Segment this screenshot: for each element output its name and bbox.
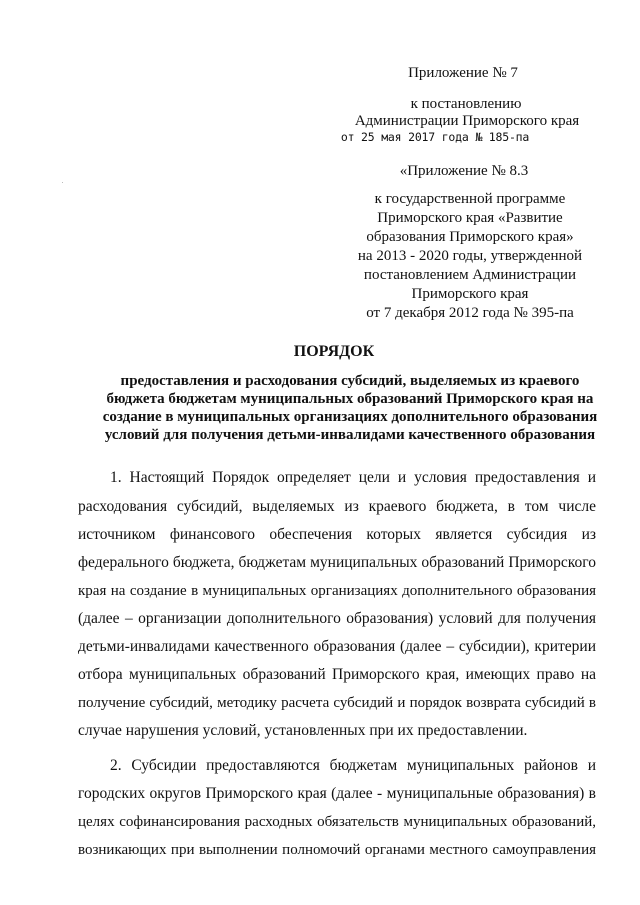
prior-appendix-block <box>350 190 590 323</box>
appendix-authority: Администрации Приморского края <box>354 113 580 129</box>
subtitle-line: бюджета бюджетам муниципальных образований Приморского края на <box>106 391 594 407</box>
paragraph-line: целях софинансирования расходных обязательств муниципальных образований, <box>78 814 596 830</box>
appendix-number: Приложение № 7 <box>408 65 518 81</box>
prior-appendix-line: постановлением Администрации <box>363 267 577 283</box>
paragraph-line: источником финансового обеспечения которых является субсидия из <box>78 526 596 543</box>
paragraph-line: 1. Настоящий Порядок определяет цели и условия предоставления и <box>110 469 596 486</box>
paragraph-line: расходования субсидий, выделяемых из краевого бюджета, в том числе <box>78 498 596 515</box>
appendix-to-resolution: к постановлению <box>410 96 522 112</box>
paragraph-line: случае нарушения условий, установленных при их предоставлении. <box>78 722 528 739</box>
prior-appendix-line: к государственной программе <box>374 191 566 207</box>
paragraph-line: отбора муниципальных образований Приморского края, имеющих право на <box>78 666 596 683</box>
scan-speck <box>62 182 63 183</box>
paragraph-line: края на создание в муниципальных организациях дополнительного образования <box>78 583 596 599</box>
subtitle-line: предоставления и расходования субсидий, выделяемых из краевого <box>120 373 580 389</box>
subtitle-line: создание в муниципальных организациях дополнительного образования <box>102 409 598 425</box>
paragraph-line: (далее – организации дополнительного образования) условий для получения <box>78 610 596 627</box>
prior-appendix-line: на 2013 - 2020 годы, утвержденной <box>357 248 583 264</box>
paragraph-line: федерального бюджета, бюджетам муниципальных образований Приморского <box>78 554 596 571</box>
appendix-date-stamp: от 25 мая 2017 года № 185-па <box>340 130 530 144</box>
paragraph-line: городских округов Приморского края (далее - муниципальные образования) в <box>78 785 596 802</box>
subtitle-line: условий для получения детьми-инвалидами качественного образования <box>104 427 596 443</box>
paragraph-line: детьми-инвалидами качественного образования (далее – субсидии), критерии <box>78 638 596 655</box>
prior-appendix-title: «Приложение № 8.3 <box>399 163 529 179</box>
prior-appendix-line: Приморского края <box>411 286 529 302</box>
document-title: ПОРЯДОК <box>293 343 375 360</box>
prior-appendix-line: Приморского края «Развитие <box>377 210 563 226</box>
prior-appendix-line: от 7 декабря 2012 года № 395-па <box>366 305 574 321</box>
document-subtitle <box>100 372 600 444</box>
prior-appendix-line: образования Приморского края» <box>366 229 574 245</box>
paragraph-line: 2. Субсидии предоставляются бюджетам муниципальных районов и <box>110 757 596 774</box>
paragraph-line: возникающих при выполнении полномочий органами местного самоуправления <box>78 842 596 858</box>
paragraph-line: получение субсидий, методику расчета субсидий и порядок возврата субсидий в <box>78 695 596 711</box>
